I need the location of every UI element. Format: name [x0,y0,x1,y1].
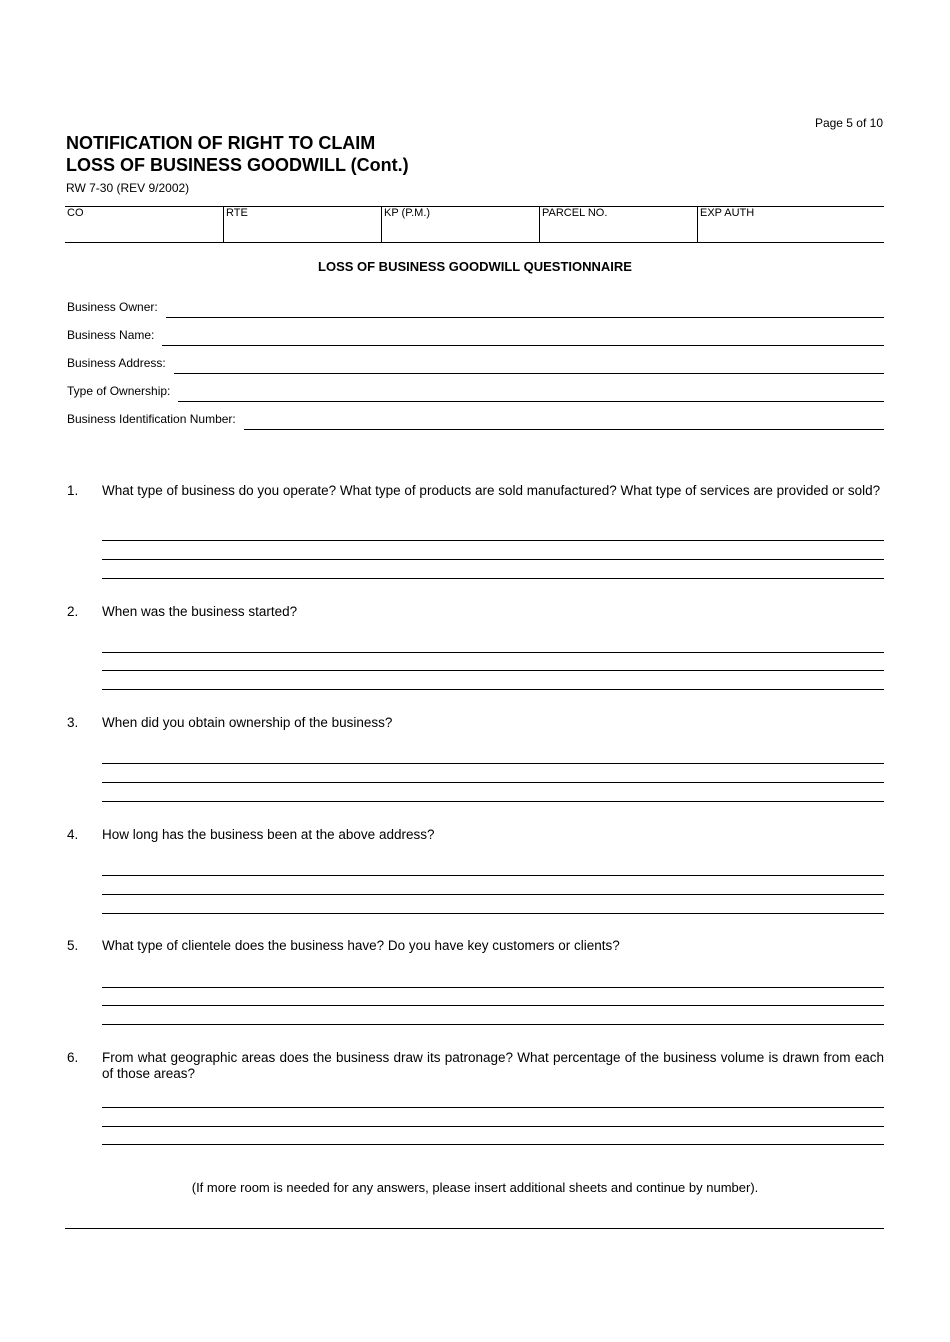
answer-line[interactable] [102,559,884,560]
ownership-type-label: Type of Ownership: [67,384,171,398]
answer-line[interactable] [102,1005,884,1006]
answer-line[interactable] [102,801,884,802]
question-text: When was the business started? [102,604,298,619]
business-owner-input[interactable] [166,304,884,318]
answer-line[interactable] [102,540,884,541]
answer-line[interactable] [102,1126,884,1127]
business-address-field [67,351,884,371]
question-text: From what geographic areas does the business draw its patronage? What percentage of the business volume is drawn from each of those areas? [102,1050,884,1081]
question-3 [67,715,884,731]
header-cell-rte[interactable]: RTE [223,207,381,242]
business-address-label: Business Address: [67,356,166,370]
business-name-label: Business Name: [67,328,155,342]
header-cell-exp-auth[interactable]: EXP AUTH [697,207,884,242]
additional-sheets-note: (If more room is needed for any answers, please insert additional sheets and continue by number). [191,1180,759,1195]
answer-line[interactable] [102,652,884,653]
answer-line[interactable] [102,987,884,988]
question-text: What type of clientele does the business have? Do you have key customers or clients? [102,938,620,953]
question-number: 1. [67,483,79,498]
answer-line[interactable] [102,670,884,671]
answer-line[interactable] [102,894,884,895]
form-code: RW 7-30 (REV 9/2002) [66,181,190,195]
question-number: 6. [67,1050,79,1065]
business-owner-field [67,295,884,315]
ownership-type-input[interactable] [178,388,884,402]
business-name-input[interactable] [162,332,884,346]
business-name-field [67,323,884,343]
question-6 [67,1050,884,1082]
business-address-input[interactable] [174,360,884,374]
questionnaire-title: LOSS OF BUSINESS GOODWILL QUESTIONNAIRE [318,259,632,274]
question-2 [67,604,884,620]
answer-line[interactable] [102,763,884,764]
question-1 [67,483,884,499]
business-id-number-field [67,407,884,427]
question-number: 2. [67,604,79,619]
title-line-1: NOTIFICATION OF RIGHT TO CLAIM [66,133,376,153]
page-number: Page 5 of 10 [814,116,883,130]
question-5 [67,938,884,954]
answer-line[interactable] [102,1024,884,1025]
ownership-type-field [67,379,884,399]
question-number: 3. [67,715,79,730]
answer-line[interactable] [102,578,884,579]
document-title [66,132,409,176]
answer-line[interactable] [102,1107,884,1108]
business-owner-label: Business Owner: [67,300,158,314]
question-4 [67,827,884,843]
answer-line[interactable] [102,689,884,690]
bottom-divider [65,1228,884,1229]
business-id-number-input[interactable] [244,416,884,430]
header-cell-parcel-no[interactable]: PARCEL NO. [539,207,697,242]
question-number: 5. [67,938,79,953]
question-text: What type of business do you operate? What type of products are sold manufactured? What type of services are provided or sold? [102,483,881,498]
business-id-number-label: Business Identification Number: [67,412,236,426]
answer-line[interactable] [102,875,884,876]
question-number: 4. [67,827,79,842]
answer-line[interactable] [102,1144,884,1145]
title-line-2: LOSS OF BUSINESS GOODWILL (Cont.) [66,155,409,175]
header-cell-co[interactable]: CO [67,207,84,219]
parcel-header-table [65,206,884,243]
answer-line[interactable] [102,913,884,914]
header-cell-kp[interactable]: KP (P.M.) [381,207,539,242]
question-text: How long has the business been at the above address? [102,827,435,842]
answer-line[interactable] [102,782,884,783]
question-text: When did you obtain ownership of the business? [102,715,393,730]
